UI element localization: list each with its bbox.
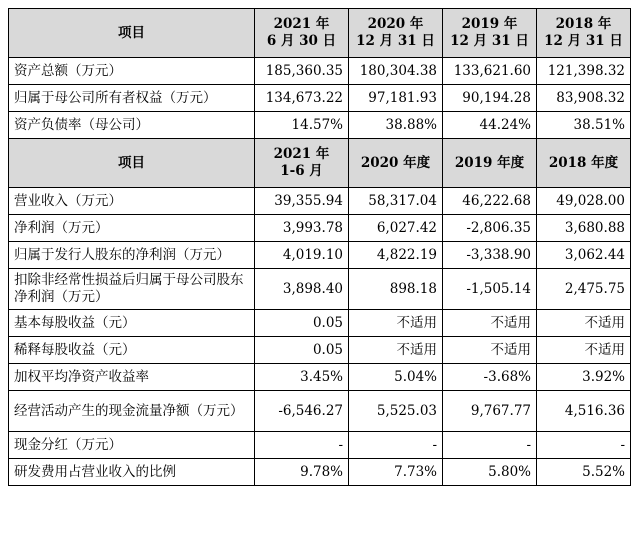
value-cell: -3.68%	[443, 364, 537, 391]
value-cell: 3.45%	[255, 364, 349, 391]
value-cell: 898.18	[349, 269, 443, 310]
value-cell: 58,317.04	[349, 188, 443, 215]
value-cell: 5,525.03	[349, 391, 443, 432]
table-row	[9, 459, 631, 486]
value-cell: 90,194.28	[443, 85, 537, 112]
table-row	[9, 269, 631, 310]
value-cell: 133,621.60	[443, 58, 537, 85]
value-cell: 3,680.88	[537, 215, 631, 242]
value-cell: -	[255, 432, 349, 459]
row-label: 加权平均净资产收益率	[9, 364, 255, 391]
value-cell: -3,338.90	[443, 242, 537, 269]
table-row	[9, 337, 631, 364]
value-cell: -6,546.27	[255, 391, 349, 432]
table-row	[9, 112, 631, 139]
balance-header-row	[9, 9, 631, 58]
value-cell: 不适用	[443, 310, 537, 337]
row-label: 稀释每股收益（元）	[9, 337, 255, 364]
row-label: 基本每股收益（元）	[9, 310, 255, 337]
row-label: 净利润（万元）	[9, 215, 255, 242]
table-row	[9, 242, 631, 269]
value-cell: 2,475.75	[537, 269, 631, 310]
value-cell: 5.04%	[349, 364, 443, 391]
value-cell: 38.51%	[537, 112, 631, 139]
financial-summary-table	[8, 8, 631, 486]
table-row	[9, 215, 631, 242]
value-cell: 不适用	[349, 310, 443, 337]
income-header-row	[9, 139, 631, 188]
row-label: 归属于发行人股东的净利润（万元）	[9, 242, 255, 269]
row-label: 资产总额（万元）	[9, 58, 255, 85]
value-cell: 4,822.19	[349, 242, 443, 269]
value-cell: -	[537, 432, 631, 459]
value-cell: 4,516.36	[537, 391, 631, 432]
row-label: 经营活动产生的现金流量净额（万元）	[9, 391, 255, 432]
table-row	[9, 58, 631, 85]
value-cell: 49,028.00	[537, 188, 631, 215]
column-header-item: 项目	[9, 9, 255, 58]
table-row	[9, 432, 631, 459]
value-cell: -	[349, 432, 443, 459]
value-cell: 3.92%	[537, 364, 631, 391]
table-row	[9, 391, 631, 432]
value-cell: 不适用	[349, 337, 443, 364]
table-row	[9, 188, 631, 215]
row-label: 研发费用占营业收入的比例	[9, 459, 255, 486]
column-header-period: 2018 年度	[537, 139, 631, 188]
row-label: 营业收入（万元）	[9, 188, 255, 215]
table-body	[9, 9, 631, 486]
column-header-period: 2021 年 6 月 30 日	[255, 9, 349, 58]
value-cell: 3,993.78	[255, 215, 349, 242]
column-header-item: 项目	[9, 139, 255, 188]
value-cell: 0.05	[255, 310, 349, 337]
value-cell: 39,355.94	[255, 188, 349, 215]
value-cell: 180,304.38	[349, 58, 443, 85]
value-cell: 不适用	[537, 310, 631, 337]
value-cell: 44.24%	[443, 112, 537, 139]
value-cell: 不适用	[537, 337, 631, 364]
value-cell: 3,898.40	[255, 269, 349, 310]
column-header-period: 2019 年度	[443, 139, 537, 188]
value-cell: 38.88%	[349, 112, 443, 139]
value-cell: 97,181.93	[349, 85, 443, 112]
column-header-period: 2020 年度	[349, 139, 443, 188]
value-cell: 4,019.10	[255, 242, 349, 269]
table-row	[9, 85, 631, 112]
value-cell: 14.57%	[255, 112, 349, 139]
value-cell: 46,222.68	[443, 188, 537, 215]
value-cell: 5.52%	[537, 459, 631, 486]
value-cell: 134,673.22	[255, 85, 349, 112]
value-cell: 5.80%	[443, 459, 537, 486]
column-header-period: 2020 年 12 月 31 日	[349, 9, 443, 58]
column-header-period: 2019 年 12 月 31 日	[443, 9, 537, 58]
value-cell: -	[443, 432, 537, 459]
financial-summary-sheet	[8, 8, 630, 486]
column-header-period: 2018 年 12 月 31 日	[537, 9, 631, 58]
column-header-period: 2021 年 1-6 月	[255, 139, 349, 188]
value-cell: 不适用	[443, 337, 537, 364]
value-cell: -1,505.14	[443, 269, 537, 310]
value-cell: 0.05	[255, 337, 349, 364]
row-label: 资产负债率（母公司）	[9, 112, 255, 139]
value-cell: 83,908.32	[537, 85, 631, 112]
value-cell: 9.78%	[255, 459, 349, 486]
value-cell: 185,360.35	[255, 58, 349, 85]
value-cell: -2,806.35	[443, 215, 537, 242]
value-cell: 9,767.77	[443, 391, 537, 432]
row-label: 归属于母公司所有者权益（万元）	[9, 85, 255, 112]
table-row	[9, 364, 631, 391]
value-cell: 6,027.42	[349, 215, 443, 242]
table-row	[9, 310, 631, 337]
row-label: 现金分红（万元）	[9, 432, 255, 459]
value-cell: 121,398.32	[537, 58, 631, 85]
row-label: 扣除非经常性损益后归属于母公司股东净利润（万元）	[9, 269, 255, 310]
value-cell: 7.73%	[349, 459, 443, 486]
value-cell: 3,062.44	[537, 242, 631, 269]
